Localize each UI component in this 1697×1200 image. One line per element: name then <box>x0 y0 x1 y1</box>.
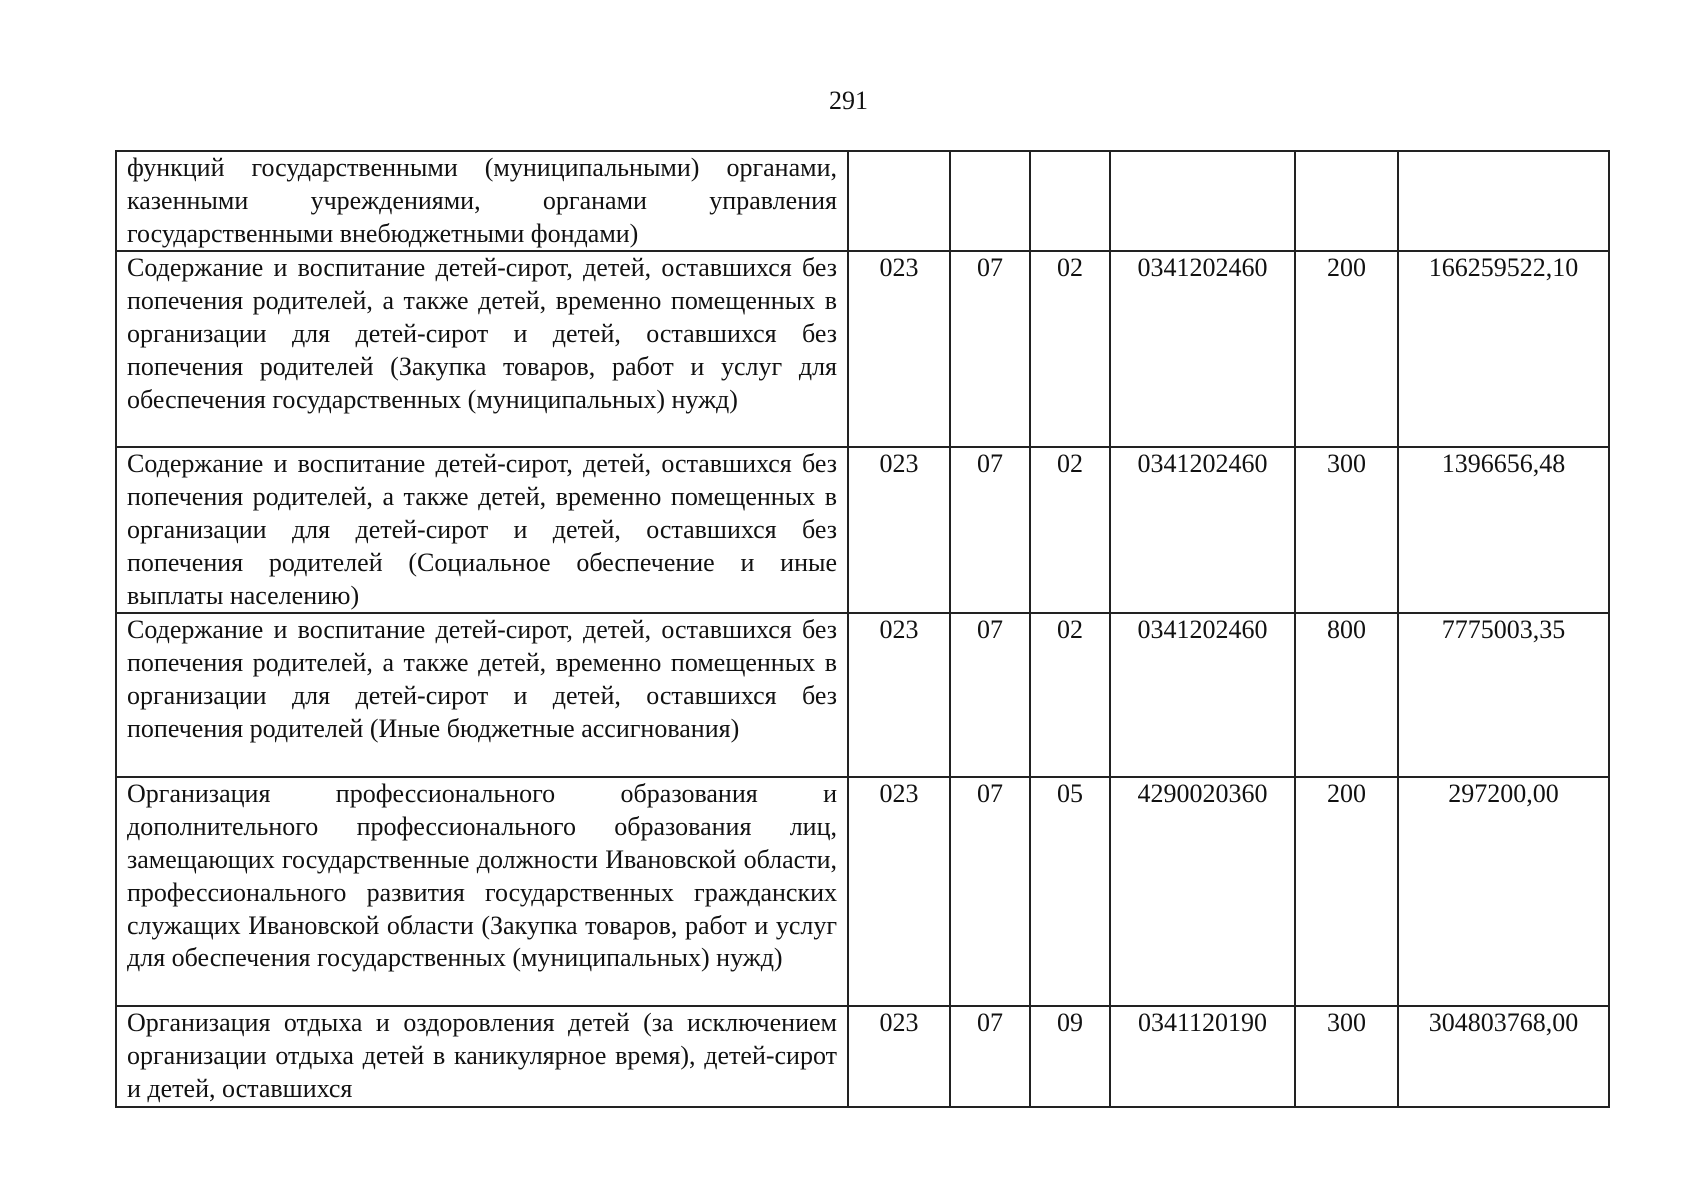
amount: 1396656,48 <box>1398 447 1609 613</box>
ministry-code: 023 <box>848 251 950 447</box>
expense-type-code <box>1295 151 1398 251</box>
subsection-code <box>1030 151 1110 251</box>
target-article-code: 0341202460 <box>1110 251 1295 447</box>
amount: 297200,00 <box>1398 777 1609 1006</box>
target-article-code: 0341202460 <box>1110 447 1295 613</box>
budget-table <box>115 150 1610 1108</box>
section-code: 07 <box>950 1006 1030 1106</box>
ministry-code: 023 <box>848 777 950 1006</box>
ministry-code <box>848 151 950 251</box>
row-description: Организация профессионального образования и дополнительного профессионального образования лиц, замещающих государственные должности Ивановской области, профессионального развития государственных гражданских служащих Ивановской области (Закупка товаров, работ и услуг для обеспечения государственных (муниципальных) нужд) <box>116 777 848 1006</box>
ministry-code: 023 <box>848 447 950 613</box>
row-description: функций государственными (муниципальными) органами, казенными учреждениями, органами управления государственными внебюджетными фондами) <box>116 151 848 251</box>
expense-type-code: 300 <box>1295 1006 1398 1106</box>
row-description: Содержание и воспитание детей-сирот, детей, оставшихся без попечения родителей, а также детей, временно помещенных в организации для детей-сирот и детей, оставшихся без попечения родителей (Социальное обеспечение и иные выплаты населению) <box>116 447 848 613</box>
subsection-code: 02 <box>1030 613 1110 777</box>
expense-type-code: 200 <box>1295 777 1398 1006</box>
section-code: 07 <box>950 447 1030 613</box>
table-row <box>116 1006 1609 1106</box>
expense-type-code: 200 <box>1295 251 1398 447</box>
page-number: 291 <box>829 86 868 115</box>
amount: 304803768,00 <box>1398 1006 1609 1106</box>
ministry-code: 023 <box>848 1006 950 1106</box>
amount: 7775003,35 <box>1398 613 1609 777</box>
table-row <box>116 447 1609 613</box>
table-row <box>116 151 1609 251</box>
section-code: 07 <box>950 251 1030 447</box>
table-row <box>116 613 1609 777</box>
target-article-code <box>1110 151 1295 251</box>
section-code <box>950 151 1030 251</box>
subsection-code: 02 <box>1030 447 1110 613</box>
target-article-code: 0341120190 <box>1110 1006 1295 1106</box>
table-row <box>116 251 1609 447</box>
row-description: Организация отдыха и оздоровления детей (за исключением организации отдыха детей в каникулярное время), детей-сирот и детей, оставшихся <box>116 1006 848 1106</box>
row-description: Содержание и воспитание детей-сирот, детей, оставшихся без попечения родителей, а также детей, временно помещенных в организации для детей-сирот и детей, оставшихся без попечения родителей (Закупка товаров, работ и услуг для обеспечения государственных (муниципальных) нужд) <box>116 251 848 447</box>
ministry-code: 023 <box>848 613 950 777</box>
expense-type-code: 300 <box>1295 447 1398 613</box>
row-description: Содержание и воспитание детей-сирот, детей, оставшихся без попечения родителей, а также детей, временно помещенных в организации для детей-сирот и детей, оставшихся без попечения родителей (Иные бюджетные ассигнования) <box>116 613 848 777</box>
table-row <box>116 777 1609 1006</box>
amount <box>1398 151 1609 251</box>
amount: 166259522,10 <box>1398 251 1609 447</box>
expense-type-code: 800 <box>1295 613 1398 777</box>
subsection-code: 02 <box>1030 251 1110 447</box>
subsection-code: 05 <box>1030 777 1110 1006</box>
target-article-code: 4290020360 <box>1110 777 1295 1006</box>
section-code: 07 <box>950 613 1030 777</box>
subsection-code: 09 <box>1030 1006 1110 1106</box>
target-article-code: 0341202460 <box>1110 613 1295 777</box>
section-code: 07 <box>950 777 1030 1006</box>
